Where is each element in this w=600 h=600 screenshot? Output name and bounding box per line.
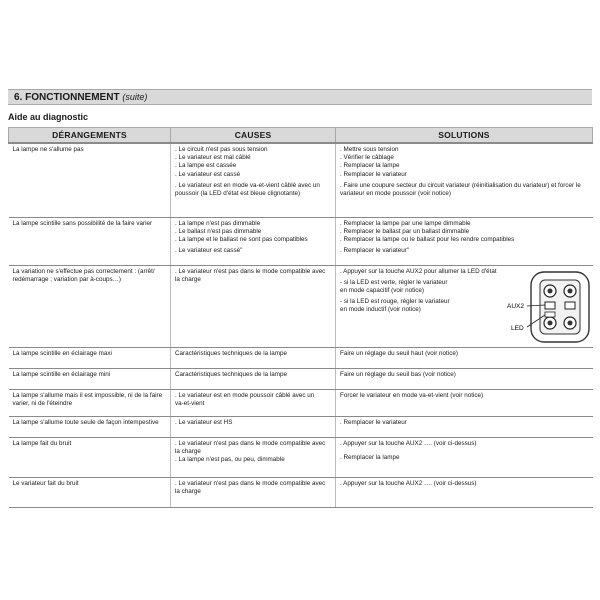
- derangement-cell-line: varier, ni de l'éteindre: [12, 399, 73, 407]
- cause-cell: [171, 265, 336, 347]
- table-row: [9, 389, 593, 416]
- solution-cell: [336, 347, 593, 368]
- table-header-row: [9, 128, 593, 144]
- table-row: [9, 437, 593, 477]
- aux2-label: AUX2: [506, 302, 524, 310]
- cause-cell-line: . Le variateur n'est pas dans le mode compatible avec: [175, 479, 326, 487]
- dimmer-device-diagram: [507, 268, 591, 346]
- cause-cell: [171, 217, 336, 265]
- cause-cell-line: . Le circuit n'est pas sous tension: [175, 146, 268, 153]
- derangement-cell: [9, 437, 171, 477]
- cause-cell: [171, 368, 336, 389]
- derangement-cell: [9, 477, 171, 507]
- solution-cell: [336, 437, 593, 477]
- derangement-cell-line: Le variateur fait du bruit: [12, 479, 79, 487]
- solution-cell-line: . Remplacer le variateur: [340, 170, 407, 178]
- solution-cell-line: . Appuyer sur la touche AUX2 pour allumer la LED d'état: [340, 267, 497, 275]
- cause-cell-line: . La lampe n'est pas dimmable: [175, 219, 261, 227]
- solution-cell-line: . Remplacer la lampe: [340, 453, 400, 461]
- cause-cell: [171, 477, 336, 507]
- cause-cell-line: Caractéristiques techniques de la lampe: [175, 349, 288, 357]
- cause-cell-line: . Le variateur n'est pas dans le mode compatible avec: [175, 439, 326, 447]
- cause-cell: [171, 437, 336, 477]
- solution-cell: [336, 265, 593, 347]
- section-title-suite: (suite): [122, 92, 148, 102]
- derangement-cell: [9, 389, 171, 416]
- cause-cell: [171, 143, 336, 217]
- derangement-cell: [9, 217, 171, 265]
- derangement-cell-line: La lampe scintille en éclairage maxi: [12, 349, 112, 357]
- solution-cell: [336, 143, 593, 217]
- solution-cell-line: - si la LED est verte, régler le variateur: [340, 278, 448, 286]
- solution-cell: [336, 477, 593, 507]
- derangement-cell-line: redémarrage ; variation par à-coups…): [12, 275, 121, 283]
- solution-cell-line: . Appuyer sur la touche AUX2 …. (voir ci-dessus): [340, 479, 477, 487]
- table-row: [9, 416, 593, 437]
- solution-cell-line: . Remplacer la lampe: [340, 162, 400, 170]
- cause-cell: [171, 347, 336, 368]
- derangement-cell: [9, 368, 171, 389]
- solution-cell-line: . Remplacer la lampe par une lampe dimmable: [340, 219, 471, 227]
- derangement-cell-line: La lampe s'allume mais il est impossible, ni de la faire: [12, 391, 163, 399]
- cause-cell-line: . Le ballast n'est pas dimmable: [175, 227, 262, 235]
- cause-cell-line: . Le variateur est cassé": [175, 247, 243, 255]
- table-row: [9, 143, 593, 217]
- derangement-cell-line: La lampe scintille en éclairage mini: [12, 370, 111, 378]
- table-row: [9, 477, 593, 507]
- header-causes: CAUSES: [171, 128, 336, 144]
- solution-cell-line: . Remplacer le variateur": [340, 247, 410, 255]
- solution-cell-line: . Remplacer le variateur: [340, 418, 407, 426]
- led-label: LED: [510, 324, 524, 332]
- derangement-cell: [9, 265, 171, 347]
- cause-cell-line: . La lampe est cassée: [175, 162, 237, 170]
- cause-cell-line: . Le variateur est mal câblé: [175, 154, 251, 162]
- diagnostic-table: [8, 127, 593, 508]
- cause-cell-line: la charge: [175, 447, 201, 455]
- cause-cell-line: . Le variateur est en mode poussoir câblé avec un: [175, 391, 315, 399]
- cause-cell: [171, 389, 336, 416]
- solution-cell: [336, 217, 593, 265]
- aux2-key-icon: [545, 302, 555, 309]
- solution-cell: [336, 368, 593, 389]
- derangement-cell-line: La lampe scintille sans possibilité de la faire varier: [12, 219, 153, 227]
- derangement-cell-line: La lampe ne s'allume pas: [12, 146, 84, 153]
- solution-cell-line: . Mettre sous tension: [340, 146, 399, 153]
- solution-cell-line: en mode capacitif (voir notice): [340, 286, 424, 294]
- cause-cell-line: poussoir (la LED d'état est bleue clignotante): [175, 190, 301, 198]
- table-row: [9, 217, 593, 265]
- derangement-cell: [9, 347, 171, 368]
- derangement-cell-line: La variation ne s'effectue pas correctement : (arrêt/: [12, 267, 155, 275]
- status-led-icon: [545, 312, 555, 317]
- solution-cell-line: - si la LED est rouge, régler le variateur: [340, 298, 450, 306]
- cause-cell-line: . Le variateur est en mode va-et-vient câblé avec un: [175, 181, 320, 189]
- solution-cell-line: Faire un réglage du seuil bas (voir notice): [340, 370, 456, 378]
- cause-cell-line: . La lampe et le ballast ne sont pas compatibles: [175, 235, 308, 243]
- cause-cell-line: . La lampe n'est pas, ou peu, dimmable: [175, 455, 285, 463]
- cause-cell-line: Caractéristiques techniques de la lampe: [175, 370, 288, 378]
- solution-cell-line: Forcer le variateur en mode va-et-vient (voir notice): [340, 391, 484, 399]
- solution-cell-line: . Remplacer la lampe ou le ballast pour les rendre compatibles: [340, 235, 515, 243]
- header-solutions: SOLUTIONS: [336, 128, 593, 144]
- solution-cell-line: Faire un réglage du seuil haut (voir notice): [340, 349, 458, 357]
- subtitle: Aide au diagnostic: [8, 112, 89, 122]
- header-derangements: DÉRANGEMENTS: [9, 128, 171, 144]
- derangement-cell: [9, 143, 171, 217]
- table-row: [9, 368, 593, 389]
- derangement-cell: [9, 416, 171, 437]
- cause-cell-line: . Le variateur n'est pas dans le mode compatible avec: [175, 267, 326, 275]
- cause-cell-line: . Le variateur est HS: [175, 418, 233, 426]
- solution-cell: [336, 389, 593, 416]
- solution-cell-line: en mode inductif (voir notice): [340, 306, 421, 314]
- derangement-cell-line: La lampe s'allume toute seule de façon intempestive: [12, 418, 159, 426]
- solution-cell-line: . Remplacer le ballast par un ballast dimmable: [340, 227, 470, 235]
- table-row: [9, 347, 593, 368]
- section-title-text: 6. FONCTIONNEMENT: [14, 92, 120, 103]
- cause-cell-line: la charge: [175, 275, 201, 283]
- cause-cell: [171, 416, 336, 437]
- derangement-cell-line: La lampe fait du bruit: [12, 439, 72, 447]
- cause-cell-line: . Le variateur est cassé: [175, 170, 241, 178]
- solution-cell: [336, 416, 593, 437]
- section-title: [8, 89, 592, 105]
- table-row: [9, 265, 593, 347]
- cause-cell-line: va-et-vient: [175, 399, 205, 407]
- solution-cell-line: . Vérifier le câblage: [340, 154, 394, 162]
- solution-cell-line: variateur en mode poussoir (voir notice): [340, 190, 451, 198]
- cause-cell-line: la charge: [175, 487, 201, 495]
- solution-cell-line: . Faire une coupure secteur du circuit variateur (réinitialisation du variateur) et forcer le: [340, 181, 581, 189]
- solution-cell-line: . Appuyer sur la touche AUX2 …. (voir ci-dessus): [340, 439, 477, 447]
